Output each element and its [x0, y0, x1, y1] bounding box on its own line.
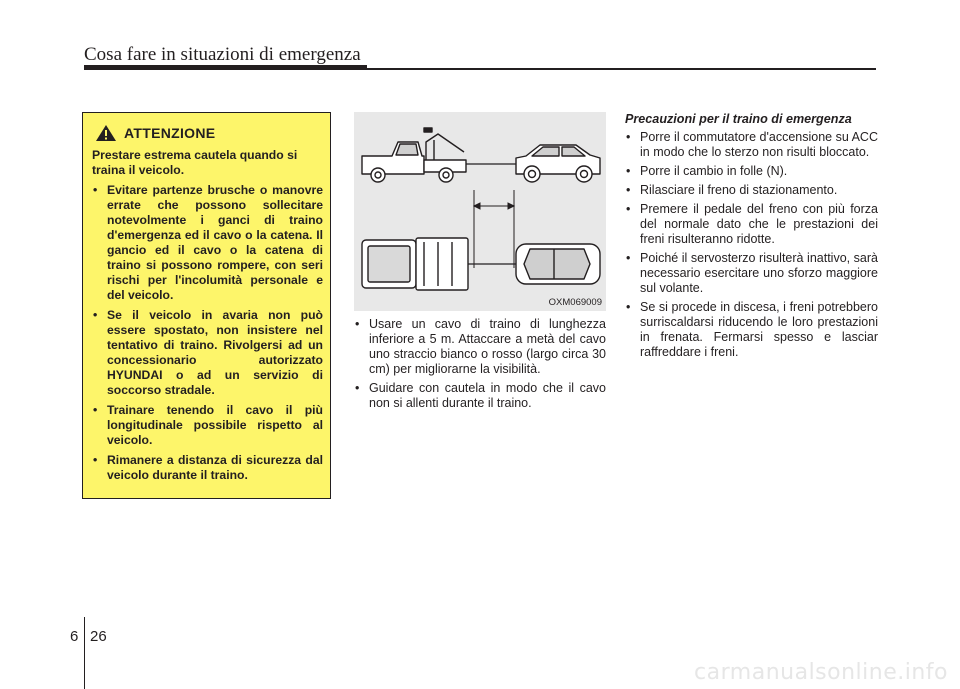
list-item [354, 381, 606, 411]
bullet: • [93, 403, 98, 417]
bullet: • [93, 453, 98, 467]
warning-item [92, 183, 323, 303]
list-item-text: Poiché il servosterzo risulterà inattivo, sarà necessario esercitare uno sforzo maggiore sul volante. [640, 251, 878, 295]
bullet: • [626, 130, 631, 144]
list-item-text: Porre il commutatore d'accensione su ACC in modo che lo sterzo non risulti bloccato. [640, 130, 878, 159]
bullet: • [93, 183, 98, 197]
list-item-text: Premere il pedale del freno con più forza del normale dato che le prestazioni dei freni risulteranno ridotte. [640, 202, 878, 246]
list-item-text: Rilasciare il freno di stazionamento. [640, 183, 838, 197]
warning-item-text: Evitare partenze brusche o manovre errate che possono sollecitare notevolmente i ganci di traino d'emergenza ed il cavo o la catena. Il gancio ed il cavo o la catena di traino si possono rompere, con seri rischi per l'incolumità personale e del veicolo. [107, 183, 323, 302]
warning-item-text: Rimanere a distanza di sicurezza dal veicolo durante il traino. [107, 453, 323, 482]
list-item-text: Guidare con cautela in modo che il cavo non si allenti durante il traino. [369, 381, 606, 410]
bullet: • [626, 183, 631, 197]
bullet: • [626, 300, 631, 314]
watermark: carmanualsonline.info [694, 660, 948, 685]
warning-box [82, 112, 331, 499]
figure-code: OXM069009 [548, 297, 602, 308]
chapter-number: 6 [70, 628, 79, 645]
warning-item-text: Se il veicolo in avaria non può essere spostato, non insistere nel tentativo di traino. Rivolgersi ad un concessionario autorizzato HYUNDAI o ad un servizio di soccorso stradale. [107, 308, 323, 397]
suv-top-icon [516, 244, 600, 284]
bullet: • [626, 164, 631, 178]
tow-truck-top-icon [362, 238, 516, 290]
warning-title: ATTENZIONE [124, 125, 216, 141]
towing-diagram [354, 112, 606, 311]
page-number: 26 [90, 628, 107, 645]
list-item [625, 251, 878, 296]
list-item-text: Porre il cambio in folle (N). [640, 164, 788, 178]
page-header-title: Cosa fare in situazioni di emergenza [84, 44, 361, 65]
warning-item [92, 453, 323, 483]
header-rule-thick [84, 65, 367, 70]
bullet: • [626, 202, 631, 216]
list-item [625, 300, 878, 360]
list-item [625, 164, 878, 179]
header-rule-thin [367, 68, 876, 70]
warning-intro: Prestare estrema cautela quando si traina il veicolo. [92, 148, 298, 177]
tow-truck-side-icon [362, 128, 516, 182]
bullet: • [626, 251, 631, 265]
warning-triangle-icon [95, 124, 117, 142]
warning-item [92, 403, 323, 448]
list-item [625, 202, 878, 247]
precautions-list [625, 130, 878, 360]
warning-list [92, 183, 323, 483]
section-title: Precauzioni per il traino di emergenza [625, 112, 852, 126]
right-column [625, 112, 878, 364]
cable-length-marker [474, 190, 514, 268]
bullet: • [355, 317, 360, 331]
list-item [625, 183, 878, 198]
list-item-text: Usare un cavo di traino di lunghezza inferiore a 5 m. Attaccare a metà del cavo uno straccio bianco o rosso (largo circa 30 cm) per migliorarne la visibilità. [369, 317, 606, 376]
warning-header [95, 124, 323, 142]
warning-item-text: Trainare tenendo il cavo il più longitudinale possibile rispetto al veicolo. [107, 403, 323, 447]
middle-column [354, 317, 606, 415]
list-item [354, 317, 606, 377]
list-item [625, 130, 878, 160]
page-number-divider [84, 617, 85, 689]
warning-item [92, 308, 323, 398]
list-item-text: Se si procede in discesa, i freni potrebbero surriscaldarsi riducendo le loro prestazioni in frenata. Fermarsi spesso e lasciar raffreddare i freni. [640, 300, 878, 359]
towing-illustration [354, 112, 606, 311]
bullet: • [355, 381, 360, 395]
middle-list [354, 317, 606, 411]
suv-side-icon [516, 145, 600, 182]
bullet: • [93, 308, 98, 322]
